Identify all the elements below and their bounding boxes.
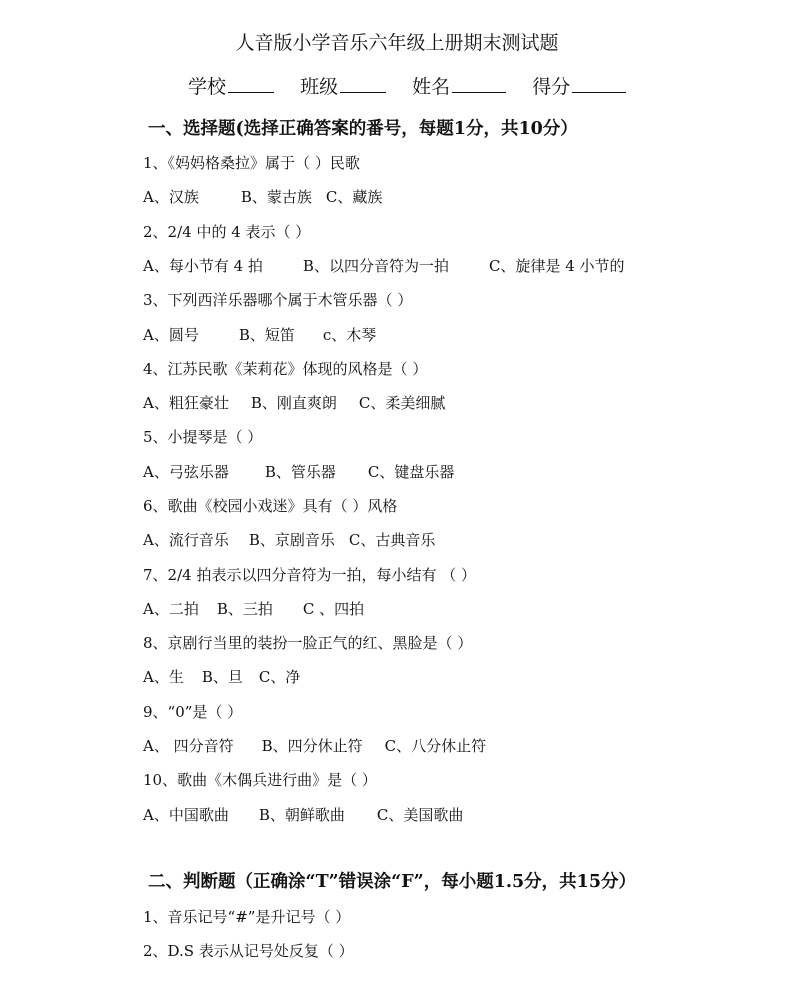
option-b[interactable]: B、短笛 [238,326,295,344]
name-field [412,72,506,101]
question-8: 8、京剧行当里的装扮一脸正气的红、黑脸是（ ） [143,634,473,652]
options-row-1 [143,186,382,208]
score-blank [572,72,626,93]
option-b[interactable]: B、三拍 [216,600,273,618]
option-c[interactable]: C 、四拍 [302,600,365,618]
option-b[interactable]: B、旦 [201,668,243,686]
option-b[interactable]: B、朝鲜歌曲 [258,806,345,824]
question-3: 3、下列西洋乐器哪个属于木管乐器（ ） [143,291,413,309]
options-row-6 [143,529,435,551]
option-c[interactable]: C、八分休止符 [384,737,487,755]
options-row-3 [143,324,376,346]
options-row-5 [143,461,454,483]
question-2: 2、2/4 中的 4 表示（ ） [143,223,311,241]
question-5: 5、小提琴是（ ） [143,428,263,446]
question-4: 4、江苏民歌《茉莉花》体现的风格是（ ） [143,360,428,378]
option-a[interactable]: A、中国歌曲 [143,806,229,824]
option-b[interactable]: B、刚直爽朗 [250,394,337,412]
option-b[interactable]: B、四分休止符 [261,737,363,755]
option-a[interactable]: A、粗狂豪壮 [143,394,229,412]
option-b[interactable]: B、以四分音符为一拍 [302,257,449,275]
school-label: 学校 [188,76,227,98]
student-info-row [188,72,626,101]
option-c[interactable]: C、净 [258,668,301,686]
question-1: 1、《妈妈格桑拉》属于（ ）民歌 [143,154,360,172]
class-label: 班级 [300,76,339,98]
name-label: 姓名 [412,76,451,98]
question-6: 6、歌曲《校园小戏迷》具有（ ）风格 [143,497,398,515]
question-9: 9、“0”是（ ） [143,703,243,721]
option-c[interactable]: C、旋律是 4 小节的 [488,257,625,275]
school-field [188,72,274,101]
option-a[interactable]: A、流行音乐 [143,531,229,549]
question-10: 10、歌曲《木偶兵进行曲》是（ ） [143,771,377,789]
option-b[interactable]: B、管乐器 [264,463,336,481]
judgement-question-1: 1、音乐记号“#”是升记号（ ） [143,908,351,926]
option-c[interactable]: C、键盘乐器 [367,463,455,481]
option-a[interactable]: A、汉族 [143,188,199,206]
class-blank [340,72,386,93]
option-c[interactable]: C、美国歌曲 [376,806,464,824]
option-a[interactable]: A、二拍 [143,600,199,618]
options-row-9 [143,735,486,757]
option-c[interactable]: C、古典音乐 [348,531,436,549]
option-b[interactable]: B、蒙古族 [240,188,312,206]
option-a[interactable]: A、弓弦乐器 [143,463,229,481]
options-row-4 [143,392,445,414]
section1-heading: 一、选择题(选择正确答案的番号，每题1分，共10分） [148,119,578,139]
option-a[interactable]: A、 四分音符 [143,737,234,755]
exam-title: 人音版小学音乐六年级上册期末测试题 [235,32,559,54]
option-c[interactable]: c、木琴 [322,326,377,344]
option-b[interactable]: B、京剧音乐 [248,531,335,549]
section2-heading: 二、判断题（正确涂“T”错误涂“F”，每小题1.5分，共15分） [148,872,637,892]
options-row-10 [143,804,463,826]
option-a[interactable]: A、每小节有 4 拍 [143,257,263,275]
class-field [300,72,386,101]
option-c[interactable]: C、藏族 [325,188,383,206]
score-label: 得分 [532,76,571,98]
options-row-2 [143,255,625,277]
question-7: 7、2/4 拍表示以四分音符为一拍，每小结有 （ ） [143,566,476,584]
judgement-question-2: 2、D.S 表示从记号处反复（ ） [143,942,354,960]
option-a[interactable]: A、生 [143,668,184,686]
options-row-7 [143,598,364,620]
option-a[interactable]: A、圆号 [143,326,199,344]
school-blank [228,72,274,93]
name-blank [452,72,506,93]
options-row-8 [143,666,300,688]
option-c[interactable]: C、柔美细腻 [358,394,446,412]
score-field [532,72,626,101]
